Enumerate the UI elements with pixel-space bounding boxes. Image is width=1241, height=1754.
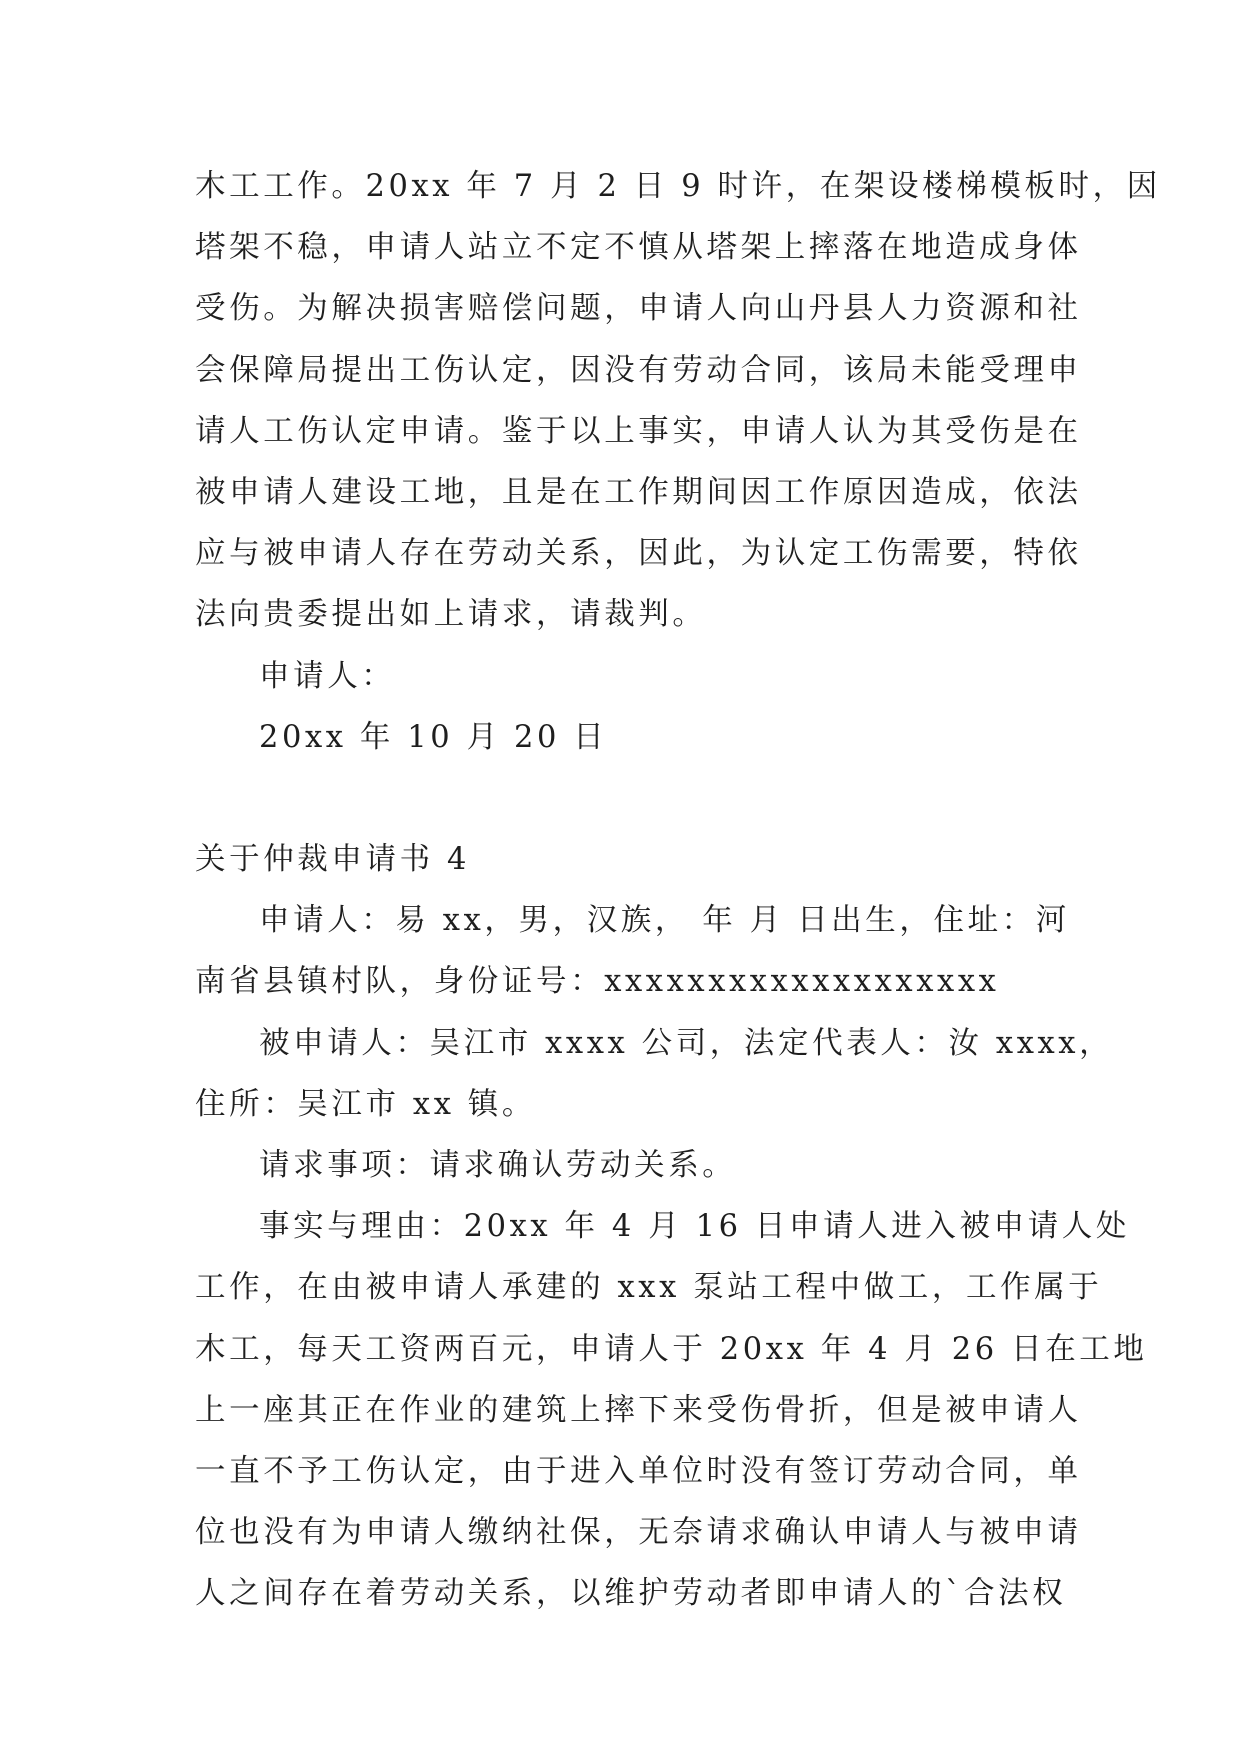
- paragraph-line: 木工工作。20xx 年 7 月 2 日 9 时许，在架设楼梯模板时，因: [195, 169, 1161, 204]
- facts-line: 一直不予工伤认定，由于进入单位时没有签订劳动合同，单: [195, 1453, 1082, 1489]
- paragraph-line: 应与被申请人存在劳动关系，因此，为认定工伤需要，特依: [195, 536, 1082, 572]
- signature-date: 20xx 年 10 月 20 日: [259, 719, 608, 755]
- facts-line: 位也没有为申请人缴纳社保，无奈请求确认申请人与被申请: [195, 1515, 1082, 1551]
- respondent-line: 住所：吴江市 xx 镇。: [195, 1086, 536, 1122]
- paragraph-line: 受伤。为解决损害赔偿问题，申请人向山丹县人力资源和社: [195, 291, 1082, 327]
- facts-line: 上一座其正在作业的建筑上摔下来受伤骨折，但是被申请人: [195, 1392, 1082, 1428]
- facts-line: 人之间存在着劳动关系，以维护劳动者即申请人的`合法权: [195, 1576, 1067, 1612]
- document-body: [195, 156, 1161, 1625]
- paragraph-line: 会保障局提出工伤认定，因没有劳动合同，该局未能受理申: [195, 352, 1082, 388]
- signature-label: 申请人：: [259, 658, 396, 694]
- applicant-line: 南省县镇村队，身份证号：xxxxxxxxxxxxxxxxxxx: [195, 964, 1000, 1000]
- facts-line: 木工，每天工资两百元，申请人于 20xx 年 4 月 26 日在工地: [195, 1331, 1148, 1367]
- request-line: 请求事项：请求确认劳动关系。: [259, 1148, 737, 1183]
- respondent-line: 被申请人：吴江市 xxxx 公司，法定代表人：汝 xxxx，: [259, 1025, 1114, 1061]
- paragraph-line: 法向贵委提出如上请求，请裁判。: [195, 597, 707, 633]
- paragraph-line: 塔架不稳，申请人站立不定不慎从塔架上摔落在地造成身体: [195, 230, 1082, 266]
- paragraph-line: 请人工伤认定申请。鉴于以上事实，申请人认为其受伤是在: [195, 413, 1082, 449]
- facts-line: 工作，在由被申请人承建的 xxx 泵站工程中做工，工作属于: [195, 1270, 1103, 1306]
- facts-line: 事实与理由：20xx 年 4 月 16 日申请人进入被申请人处: [259, 1209, 1131, 1245]
- section-title: 关于仲裁申请书 4: [195, 842, 470, 878]
- paragraph-line: 被申请人建设工地，且是在工作期间因工作原因造成，依法: [195, 474, 1082, 510]
- applicant-line: 申请人：易 xx，男，汉族， 年 月 日出生，住址：河: [259, 903, 1070, 939]
- blank-spacer: [195, 768, 1047, 829]
